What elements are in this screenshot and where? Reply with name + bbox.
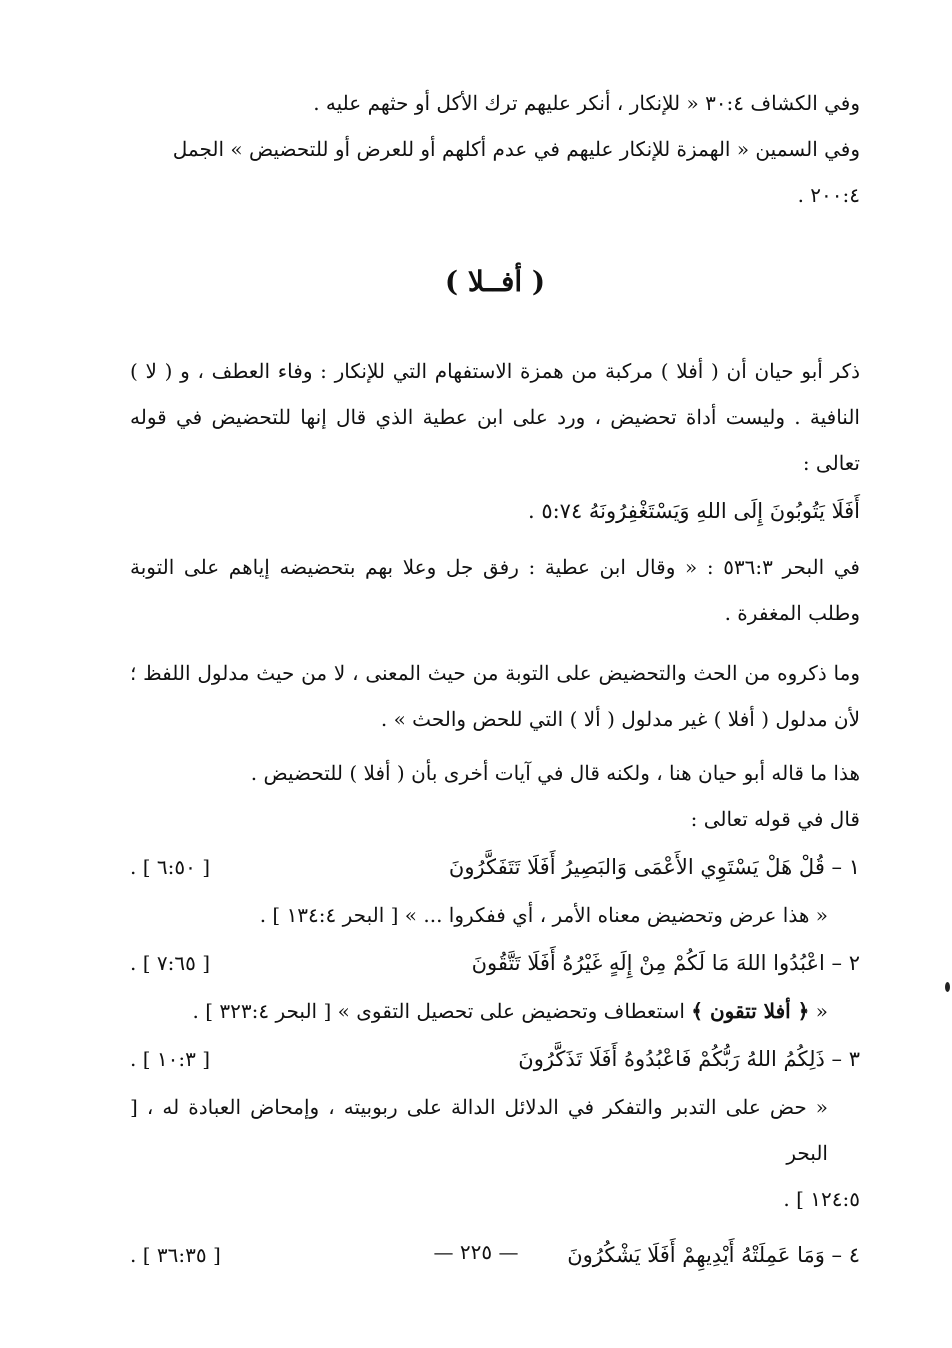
item-reference: [ ١٠:٣ ] . (130, 1047, 211, 1071)
intro-paragraph: ذكر أبو حيان أن ( أفلا ) مركبة من همزة الاستفهام التي للإنكار : وفاء العطف ، و ( لا ) النافية . وليست أداة تحضيض ، ورد على ابن عطية الذي قال إنها للتحضيض في قوله تعالى : (130, 359, 860, 475)
note-line-2: قال في قوله تعالى : (690, 807, 860, 831)
item-verse: ٣ – ذَلِكُمُ اللهُ رَبُّكُمْ فَاعْبُدُوهُ أَفَلَا تَذَكَّرُونَ (518, 1047, 860, 1071)
item-comment-cont: ١٢٤:٥ ] . (783, 1187, 860, 1211)
top-line-3: ٢٠٠:٤ . (797, 183, 860, 207)
list-item (130, 938, 860, 988)
scan-mark (945, 982, 950, 992)
page-number: — ٢٢٥ — (433, 1240, 519, 1264)
bahr-quote: في البحر ٥٣٦:٣ : « وقال ابن عطية : رفق جل وعلا بهم بتحضيضه إياهم على التوبة وطلب المغفرة . (130, 555, 860, 625)
item-verse: ١ – قُلْ هَلْ يَسْتَوِي الأَعْمَى وَالبَصِيرُ أَفَلَا تَتَفَكَّرُونَ (448, 855, 860, 879)
comment-paragraph: وما ذكروه من الحث والتحضيض على التوبة من حيث المعنى ، لا من حيث مدلول اللفظ ؛ لأن مدلول ( أفلا ) غير مدلول ( ألا ) التي للحض والحث » . (130, 661, 860, 731)
item-comment: « حض على التدبر والتفكر في الدلائل الدالة على ربوبيته ، وإمحاض العبادة له ، [ البحر (130, 1095, 828, 1165)
page-body (130, 80, 860, 1280)
item-reference: [ ٧:٦٥ ] . (130, 951, 211, 975)
note-line-1: هذا ما قاله أبو حيان هنا ، ولكنه قال في آيات أخرى بأن ( أفلا ) للتحضيض . (250, 761, 860, 785)
item-reference: [ ٣٦:٣٥ ] . (130, 1243, 221, 1267)
verse-quote: أَفَلَا يَتُوبُونَ إِلَى اللهِ وَيَسْتَغْفِرُونَهُ ٥:٧٤ . (527, 499, 860, 523)
top-line-2: وفي السمين « الهمزة للإنكار عليهم في عدم أكلهم أو للعرض أو للتحضيض » الجمل (172, 137, 860, 161)
list-item (130, 1034, 860, 1084)
top-line-1: وفي الكشاف ٣٠:٤ « للإنكار ، أنكر عليهم ترك الأكل أو حثهم عليه . (313, 91, 860, 115)
item-comment: « ﴿ أفلا تتقون ﴾ استعطاف وتحضيض على تحصيل التقوى » [ البحر ٣٢٣:٤ ] . (192, 999, 828, 1023)
item-comment-rest: استعطاف وتحضيض على تحصيل التقوى » [ البحر ٣٢٣:٤ ] . (192, 999, 692, 1023)
item-verse: ٤ – وَمَا عَمِلَتْهُ أَيْدِيهِمْ أَفَلَا يَشْكُرُونَ (567, 1243, 860, 1267)
item-comment: « هذا عرض وتحضيض معناه الأمر ، أي ففكروا ... » [ البحر ١٣٤:٤ ] . (259, 903, 828, 927)
section-heading: ( أفــلا ) (444, 265, 546, 298)
list-item (130, 842, 860, 892)
item-verse: ٢ – اعْبُدُوا اللهَ مَا لَكُمْ مِنْ إِلَهٍ غَيْرُهُ أَفَلَا تَتَّقُونَ (471, 951, 860, 975)
item-comment-highlight: ﴿ أفلا تتقون ﴾ (691, 999, 810, 1023)
item-reference: [ ٦:٥٠ ] . (130, 855, 211, 879)
